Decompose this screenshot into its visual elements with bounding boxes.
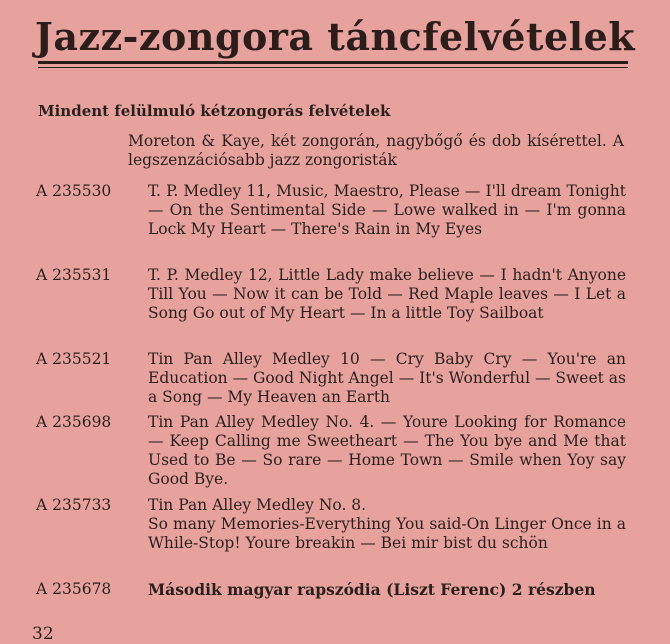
title-rule-thin	[38, 67, 628, 68]
record-entry	[36, 496, 626, 553]
section-subtitle: Mindent felülmuló kétzongorás felvételek	[38, 102, 391, 120]
record-description: Második magyar rapszódia (Liszt Ferenc) 2 részben	[148, 580, 596, 599]
record-description: T. P. Medley 12, Little Lady make believe — I hadn't Anyone Till You — Now it can be Told — Red Maple leaves — I Let a Song Go out of My Heart — In a little Toy Sailboat	[148, 266, 626, 322]
record-description: Tin Pan Alley Medley No. 4. — Youre Looking for Romance — Keep Calling me Sweetheart — The You bye and Me that Used to Be — So rare — Home Town — Smile when Yoy say Good Bye.	[148, 413, 626, 488]
record-description: Tin Pan Alley Medley 10 — Cry Baby Cry — You're an Education — Good Night Angel — It's Wonderful — Sweet as a Song — My Heaven an Earth	[148, 350, 626, 406]
record-number: A 235678	[36, 580, 112, 598]
page-title: Jazz-zongora táncfelvételek	[34, 14, 636, 59]
record-entry	[36, 182, 626, 239]
record-entry	[36, 580, 626, 599]
title-rule-thick	[38, 61, 628, 64]
record-number: A 235698	[36, 413, 112, 431]
record-number: A 235521	[36, 350, 112, 368]
record-number: A 235530	[36, 182, 112, 200]
record-number: A 235531	[36, 266, 112, 284]
record-description-continued: So many Memories-Everything You said-On Linger Once in a While-Stop! Youre breakin — Bei mir bist du schön	[148, 515, 626, 552]
record-entry	[36, 413, 626, 489]
record-entry	[36, 350, 626, 407]
record-description: T. P. Medley 11, Music, Maestro, Please — I'll dream Tonight — On the Sentimental Side — Lowe walked in — I'm gonna Lock My Heart — There's Rain in My Eyes	[148, 182, 626, 238]
record-number: A 235733	[36, 496, 112, 514]
record-entry	[36, 266, 626, 323]
intro-text: Moreton & Kaye, két zongorán, nagybőgő és dob kísérettel. A legszenzációsabb jazz zongoristák	[128, 132, 624, 169]
record-description: Tin Pan Alley Medley No. 8.	[148, 496, 367, 514]
page-number: 32	[32, 624, 54, 644]
